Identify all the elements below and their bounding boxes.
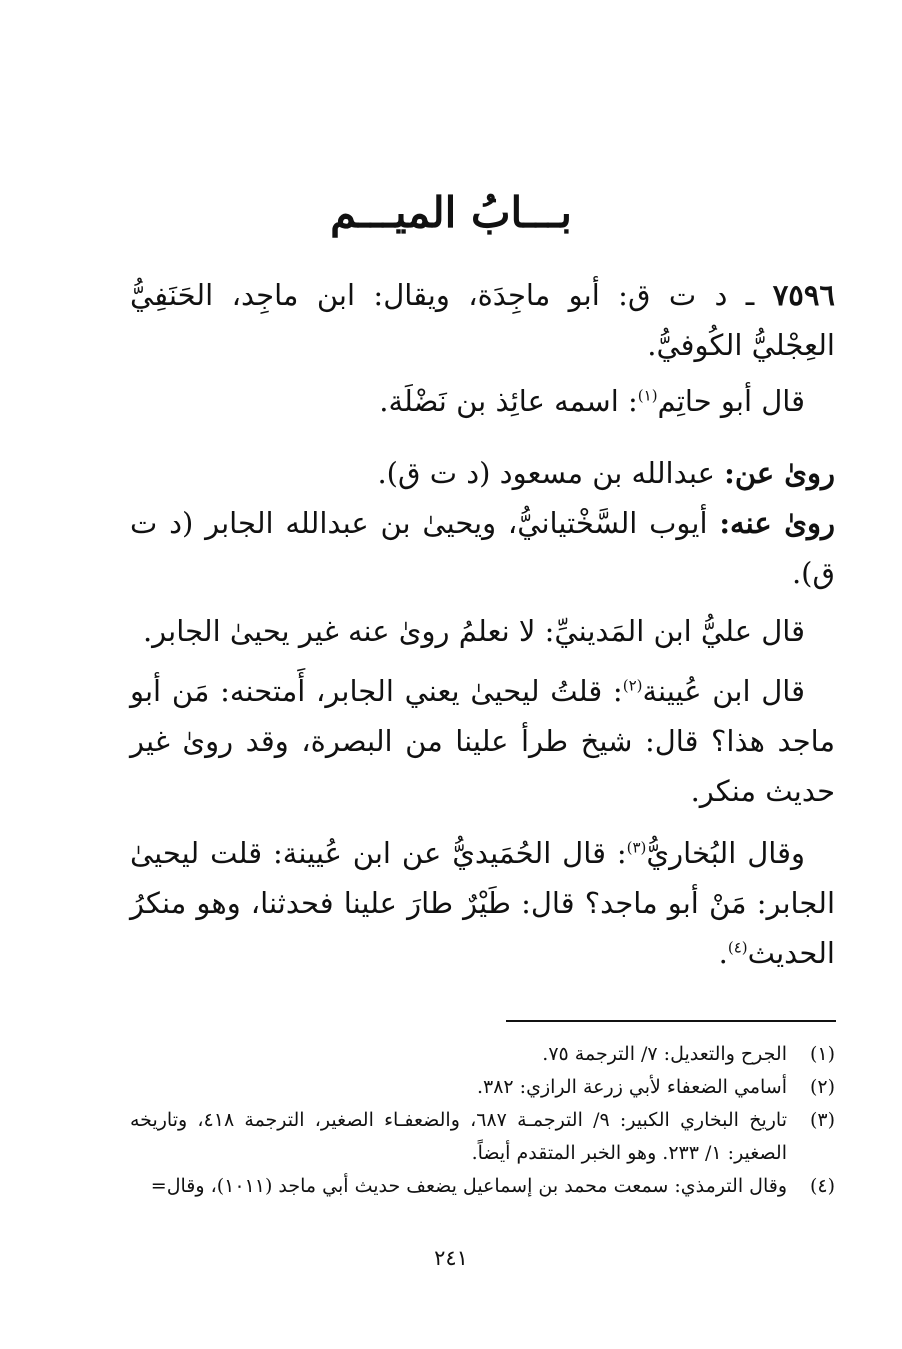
footnote-number: (٣) bbox=[809, 1109, 835, 1131]
bukhari-mid: : قال الحُمَيديُّ عن ابن عُيينة: قلت ليحيىٰ الجابر: مَنْ أبو ماجد؟ قال: طَيْرٌ طارَ علينا فحدثنا، وهو منكرُ الحديث bbox=[130, 836, 835, 970]
biography-entry bbox=[130, 270, 835, 978]
narrated-by-label: روىٰ عنه: bbox=[719, 506, 835, 540]
narrated-by-text: أيوب السَّخْتيانيُّ، ويحيىٰ بن عبدالله الجابر (د ت ق). bbox=[130, 506, 835, 590]
footnotes bbox=[130, 1038, 835, 1203]
footnote-number: (١) bbox=[809, 1043, 835, 1065]
footnote-text: الجرح والتعديل: ٧/ الترجمة ٧٥. bbox=[542, 1043, 787, 1065]
footnote-2 bbox=[130, 1071, 835, 1104]
abu-hatim-pre: قال أبو حاتِم bbox=[657, 384, 805, 418]
footnote-ref-2: (٢) bbox=[622, 676, 643, 695]
abu-hatim-post: : اسمه عائِذ بن نَضْلَة. bbox=[379, 384, 638, 418]
uyayna-quote bbox=[130, 666, 835, 816]
footnote-ref-1: (١) bbox=[637, 386, 658, 405]
bukhari-quote bbox=[130, 828, 835, 978]
abu-hatim-quote bbox=[130, 376, 835, 426]
footnote-ref-3: (٣) bbox=[626, 838, 647, 857]
entry-number: ٧٥٩٦ bbox=[772, 278, 835, 312]
entry-name: ـ د ت ق: أبو ماجِدَة، ويقال: ابن ماجِد، الحَنَفِيُّ العِجْليُّ الكُوفيُّ. bbox=[130, 278, 835, 362]
narrated-from bbox=[130, 448, 835, 498]
narrated-from-text: عبدالله بن مسعود (د ت ق). bbox=[377, 456, 725, 490]
footnote-3 bbox=[130, 1104, 835, 1170]
footnote-ref-4: (٤) bbox=[727, 938, 748, 957]
footnote-text: تاريخ البخاري الكبير: ٩/ الترجمـة ٦٨٧، والضعفـاء الصغير، الترجمة ٤١٨، وتاريخه الصغير: ١/ ٢٣٣. وهو الخبر المتقدم أيضاً. bbox=[130, 1109, 787, 1164]
footnote-number: (٤) bbox=[809, 1175, 835, 1197]
entry-heading bbox=[130, 270, 835, 370]
footnote-text: وقال الترمذي: سمعت محمد بن إسماعيل يضعف حديث أبي ماجد (١٠١١)، وقال= bbox=[150, 1175, 787, 1197]
footnote-1 bbox=[130, 1038, 835, 1071]
uyayna-pre: قال ابن عُيينة bbox=[642, 674, 806, 708]
uyayna-post: : قلتُ ليحيىٰ يعني الجابر، أَمتحنه: مَن أبو ماجد هذا؟ قال: شيخ طرأ علينا من البصرة، وقد روىٰ غير حديث منكر. bbox=[130, 674, 835, 808]
page-number: ٢٤١ bbox=[434, 1246, 468, 1270]
footnote-text: أسامي الضعفاء لأبي زرعة الرازي: ٣٨٢. bbox=[476, 1076, 787, 1098]
footnote-number: (٢) bbox=[809, 1076, 835, 1098]
bukhari-post: . bbox=[718, 936, 728, 970]
bukhari-pre: وقال البُخاريُّ bbox=[646, 836, 805, 870]
footnote-divider bbox=[506, 1020, 836, 1022]
ali-madini-quote: قال عليُّ ابن المَدينيِّ: لا نعلمُ روىٰ عنه غير يحيىٰ الجابر. bbox=[142, 614, 805, 648]
narrated-from-label: روىٰ عن: bbox=[724, 456, 835, 490]
chapter-title: بـــابُ الميـــم bbox=[330, 188, 572, 237]
footnote-4 bbox=[130, 1170, 835, 1203]
narrated-by bbox=[130, 498, 835, 598]
